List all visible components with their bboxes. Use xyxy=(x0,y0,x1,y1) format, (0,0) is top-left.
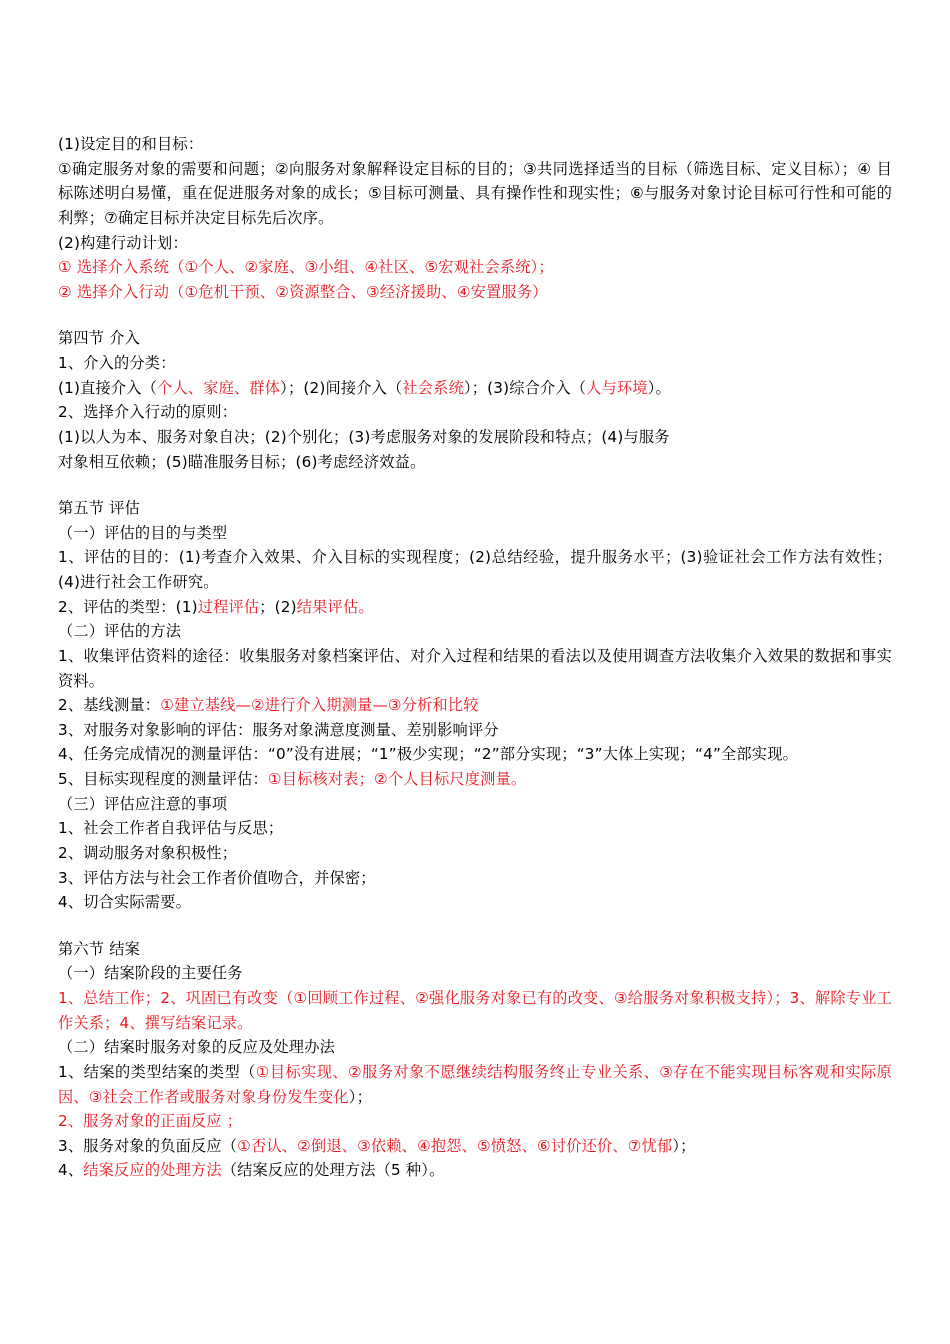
highlighted-text-run: ①否认、②倒退、③依赖、④抱怨、⑤愤怒、⑥讨价还价、⑦忧郁 xyxy=(237,1136,673,1155)
text-run: 2、调动服务对象积极性； xyxy=(58,843,238,862)
text-run: 1、社会工作者自我评估与反思； xyxy=(58,819,284,838)
document-paragraph xyxy=(58,718,892,743)
text-run: 4、切合实际需要。 xyxy=(58,893,191,912)
document-paragraph xyxy=(58,986,892,1035)
text-run: 1、评估的目的：(1)考查介入效果、介入目标的实现程度；(2)总结经验，提升服务水平；(3)验证社会工作方法有效性；(4)进行社会工作研究。 xyxy=(58,548,892,591)
text-run: 3、评估方法与社会工作者价值吻合，并保密； xyxy=(58,868,376,887)
document-paragraph xyxy=(58,157,892,231)
document-paragraph xyxy=(58,841,892,866)
document-paragraph xyxy=(58,376,892,401)
highlighted-text-run: 结案反应的处理方法 xyxy=(83,1161,222,1180)
document-paragraph xyxy=(58,1060,892,1109)
text-run: 1、收集评估资料的途径：收集服务对象档案评估、对介入过程和结果的看法以及使用调查方法收集介入效果的数据和事实资料。 xyxy=(58,646,892,690)
paragraph-spacer xyxy=(58,304,892,326)
document-paragraph xyxy=(58,326,892,351)
highlighted-text-run: ① 选择介入系统（①个人、②家庭、③小组、④社区、⑤宏观社会系统）； xyxy=(58,258,554,277)
document-paragraph xyxy=(58,767,892,792)
document-paragraph xyxy=(58,496,892,521)
text-run: （结案反应的处理方法（5 种）。 xyxy=(221,1161,445,1180)
highlighted-text-run: 结果评估。 xyxy=(296,597,374,616)
document-paragraph xyxy=(58,619,892,644)
document-paragraph xyxy=(58,792,892,817)
document-paragraph xyxy=(58,1158,892,1183)
highlighted-text-run: ② 选择介入行动（①危机干预、②资源整合、③经济援助、④安置服务） xyxy=(58,282,548,301)
highlighted-text-run: ①目标核对表；②个人目标尺度测量。 xyxy=(267,770,527,788)
highlighted-text-run: 过程评估 xyxy=(197,597,260,616)
document-paragraph xyxy=(58,595,892,620)
text-run: 2、评估的类型：(1) xyxy=(58,597,198,616)
document-paragraph xyxy=(58,450,892,475)
text-run: (1)设定目的和目标： xyxy=(58,135,204,153)
document-body xyxy=(58,132,892,1183)
document-paragraph xyxy=(58,231,892,256)
text-run: 3、对服务对象影响的评估：服务对象满意度测量、差别影响评分 xyxy=(58,720,499,739)
document-paragraph xyxy=(58,280,892,305)
text-run: 4、任务完成情况的测量评估：“0”没有进展；“1”极少实现；“2”部分实现；“3”大体上实现；“4”全部实现。 xyxy=(58,745,798,764)
document-paragraph xyxy=(58,351,892,376)
text-run: 4、 xyxy=(58,1161,84,1180)
text-run: (1)直接介入（ xyxy=(58,378,158,397)
text-run: （二）评估的方法 xyxy=(58,622,182,641)
document-paragraph xyxy=(58,866,892,891)
text-run: 1、结案的类型结案的类型（ xyxy=(58,1062,256,1081)
text-run: 对象相互依赖；(5)瞄准服务目标；(6)考虑经济效益。 xyxy=(58,452,426,471)
document-paragraph xyxy=(58,1035,892,1060)
text-run: 3、服务对象的负面反应（ xyxy=(58,1136,238,1155)
text-run: 2、选择介入行动的原则： xyxy=(58,403,238,422)
paragraph-spacer xyxy=(58,915,892,937)
document-paragraph xyxy=(58,890,892,915)
document-paragraph xyxy=(58,545,892,594)
text-run: (1)以人为本、服务对象自决；(2)个别化；(3)考虑服务对象的发展阶段和特点；(4)与服务 xyxy=(58,427,670,446)
text-run: 5、目标实现程度的测量评估： xyxy=(58,770,268,788)
document-paragraph xyxy=(58,1134,892,1159)
text-run: 第五节 评估 xyxy=(58,499,140,518)
highlighted-text-run: 2、服务对象的正面反应 ； xyxy=(58,1112,243,1131)
document-paragraph xyxy=(58,742,892,767)
text-run: （一）结案阶段的主要任务 xyxy=(58,964,243,983)
text-run: ）； xyxy=(672,1136,696,1155)
highlighted-text-run: ①目标实现、②服务对象不愿继续结构服务终止专业关系、③存在不能实现目标客观和实际原因、③社会工作者或服务对象身份发生变化 xyxy=(58,1062,892,1106)
text-run: ；(2) xyxy=(259,597,297,616)
document-paragraph xyxy=(58,644,892,693)
highlighted-text-run: 个人、家庭、群体 xyxy=(157,378,281,397)
text-run: 第六节 结案 xyxy=(58,939,140,958)
text-run: ①确定服务对象的需要和问题；②向服务对象解释设定目标的目的；③共同选择适当的目标（筛选目标、定义目标）；④ 目标陈述明白易懂，重在促进服务对象的成长；⑤目标可测量、具有操作性和现实性；⑥与服务对象讨论目标可行性和可能的利弊；⑦确定目标并决定目标先后次序。 xyxy=(58,159,892,227)
paragraph-spacer xyxy=(58,474,892,496)
highlighted-text-run: 1、总结工作；2、巩固已有改变（①回顾工作过程、②强化服务对象已有的改变、③给服务对象积极支持）；3、解除专业工作关系；4、撰写结案记录。 xyxy=(58,989,892,1032)
document-paragraph xyxy=(58,937,892,962)
text-run: ）； xyxy=(348,1087,372,1106)
highlighted-text-run: 人与环境 xyxy=(586,378,648,397)
document-paragraph xyxy=(58,425,892,450)
document-paragraph xyxy=(58,255,892,280)
text-run: （一）评估的目的与类型 xyxy=(58,523,228,542)
text-run: ）；(2)间接介入（ xyxy=(280,378,403,397)
document-paragraph xyxy=(58,132,892,157)
highlighted-text-run: ①建立基线—②进行介入期测量—③分析和比较 xyxy=(160,696,479,715)
document-paragraph xyxy=(58,816,892,841)
text-run: 第四节 介入 xyxy=(58,329,140,348)
text-run: ）；(3)综合介入（ xyxy=(463,378,587,397)
text-run: ）。 xyxy=(647,378,671,397)
text-run: 2、基线测量： xyxy=(58,696,161,715)
document-paragraph xyxy=(58,521,892,546)
text-run: （二）结案时服务对象的反应及处理办法 xyxy=(58,1038,335,1057)
document-paragraph xyxy=(58,1109,892,1134)
document-paragraph xyxy=(58,400,892,425)
text-run: (2)构建行动计划： xyxy=(58,233,188,252)
document-paragraph xyxy=(58,961,892,986)
document-paragraph xyxy=(58,693,892,718)
text-run: 1、介入的分类： xyxy=(58,354,176,372)
highlighted-text-run: 社会系统 xyxy=(402,378,464,397)
text-run: （三）评估应注意的事项 xyxy=(58,794,228,813)
